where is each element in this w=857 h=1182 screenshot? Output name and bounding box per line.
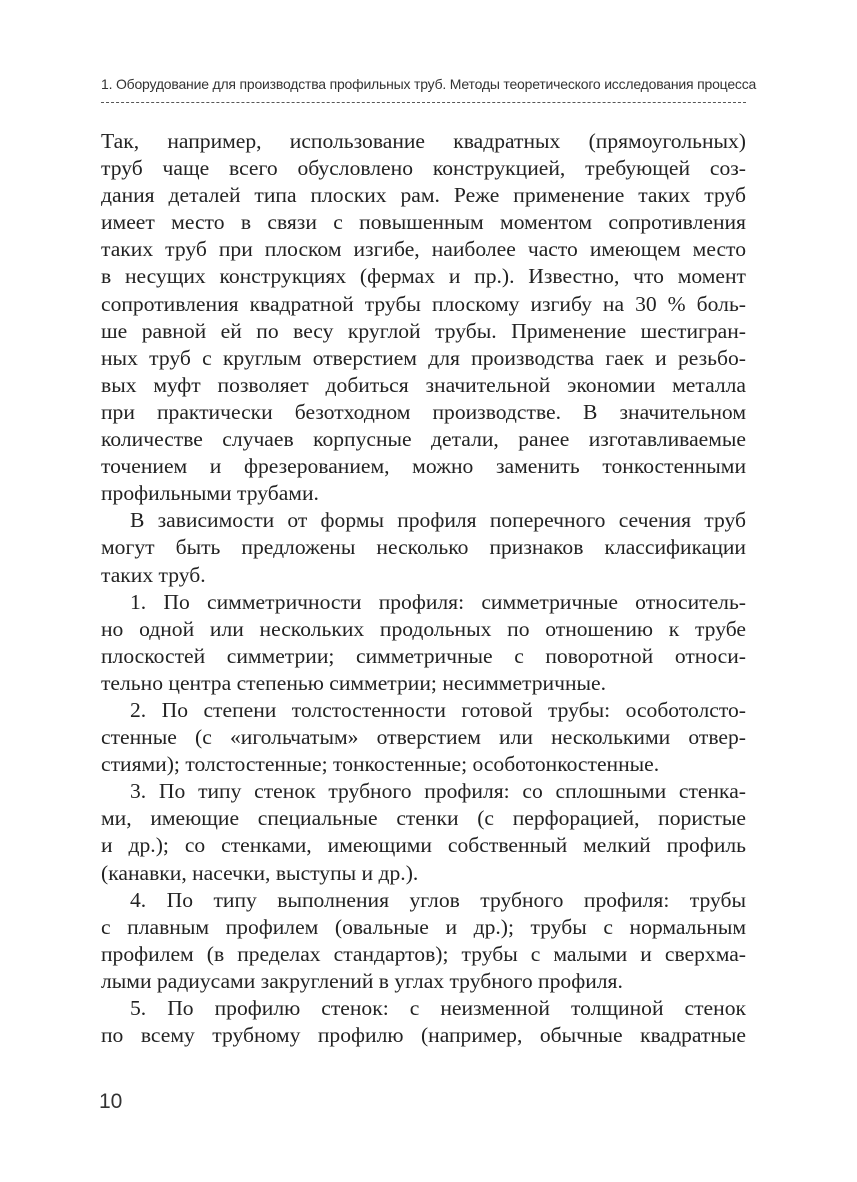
text-line: по всему трубному профилю (например, обычные квадратные bbox=[101, 1023, 746, 1048]
text-line: ше равной ей по весу круглой трубы. Применение шестигран- bbox=[101, 318, 746, 343]
text-line: дания деталей типа плоских рам. Реже применение таких труб bbox=[101, 183, 746, 208]
body-text bbox=[101, 128, 746, 1049]
text-line: в несущих конструкциях (фермах и пр.). Известно, что момент bbox=[101, 264, 746, 289]
text-line: 4. По типу выполнения углов трубного профиля: трубы bbox=[130, 887, 746, 912]
text-line: при практически безотходном производстве. В значительном bbox=[101, 399, 746, 424]
header-divider bbox=[101, 102, 746, 103]
text-line: 2. По степени толстостенности готовой трубы: особотолсто- bbox=[130, 697, 746, 722]
text-line: Так, например, использование квадратных (прямоугольных) bbox=[101, 129, 746, 153]
paragraph-item-5 bbox=[101, 995, 746, 1049]
text-line: В зависимости от формы профиля поперечного сечения труб bbox=[130, 508, 746, 533]
text-line: стенные (с «игольчатым» отверстием или несколькими отвер- bbox=[101, 725, 746, 750]
text-line: с плавным профилем (овальные и др.); трубы с нормальным bbox=[101, 914, 746, 939]
paragraph-item-4 bbox=[101, 887, 746, 995]
text-line: могут быть предложены несколько признаков классификации bbox=[101, 535, 746, 560]
text-line: (канавки, насечки, выступы и др.). bbox=[101, 860, 419, 885]
running-header: 1. Оборудование для производства профильных труб. Методы теоретического исследования процесса bbox=[101, 76, 757, 92]
paragraph-classification-intro bbox=[101, 507, 746, 588]
text-line: стиями); толстостенные; тонкостенные; особотонкостенные. bbox=[101, 752, 660, 777]
page-number: 10 bbox=[99, 1090, 123, 1113]
text-line: 5. По профилю стенок: с неизменной толщиной стенок bbox=[130, 996, 746, 1020]
text-line: но одной или нескольких продольных по отношению к трубе bbox=[101, 616, 746, 641]
text-line: таких труб. bbox=[101, 562, 206, 587]
text-line: профильными трубами. bbox=[101, 481, 319, 506]
text-line: имеет место в связи с повышенным моментом сопротивления bbox=[101, 210, 746, 235]
text-line: 1. По симметричности профиля: симметричные относитель- bbox=[130, 589, 746, 614]
text-line: таких труб при плоском изгибе, наиболее часто имеющем место bbox=[101, 237, 746, 262]
text-line: ных труб с круглым отверстием для производства гаек и резьбо- bbox=[101, 345, 746, 370]
text-line: лыми радиусами закруглений в углах трубного профиля. bbox=[101, 968, 623, 993]
paragraph-item-1 bbox=[101, 589, 746, 697]
text-line: количестве случаев корпусные детали, ранее изготавливаемые bbox=[101, 427, 746, 452]
text-line: 3. По типу стенок трубного профиля: со сплошными стенка- bbox=[130, 779, 746, 804]
text-line: тельно центра степенью симметрии; несимметричные. bbox=[101, 670, 607, 695]
text-line: и др.); со стенками, имеющими собственный мелкий профиль bbox=[101, 833, 746, 858]
text-line: ми, имеющие специальные стенки (с перфорацией, пористые bbox=[101, 806, 746, 831]
text-line: плоскостей симметрии; симметричные с поворотной относи- bbox=[101, 643, 746, 668]
text-line: вых муфт позволяет добиться значительной экономии металла bbox=[101, 372, 746, 397]
text-line: точением и фрезерованием, можно заменить тонкостенными bbox=[101, 454, 746, 479]
text-line: сопротивления квадратной трубы плоскому изгибу на 30 % боль- bbox=[101, 291, 746, 316]
text-line: труб чаще всего обусловлено конструкцией, требующей соз- bbox=[101, 156, 746, 181]
text-line: профилем (в пределах стандартов); трубы с малыми и сверхма- bbox=[101, 941, 746, 966]
paragraph-item-3 bbox=[101, 778, 746, 886]
paragraph-intro bbox=[101, 128, 746, 507]
paragraph-item-2 bbox=[101, 697, 746, 778]
